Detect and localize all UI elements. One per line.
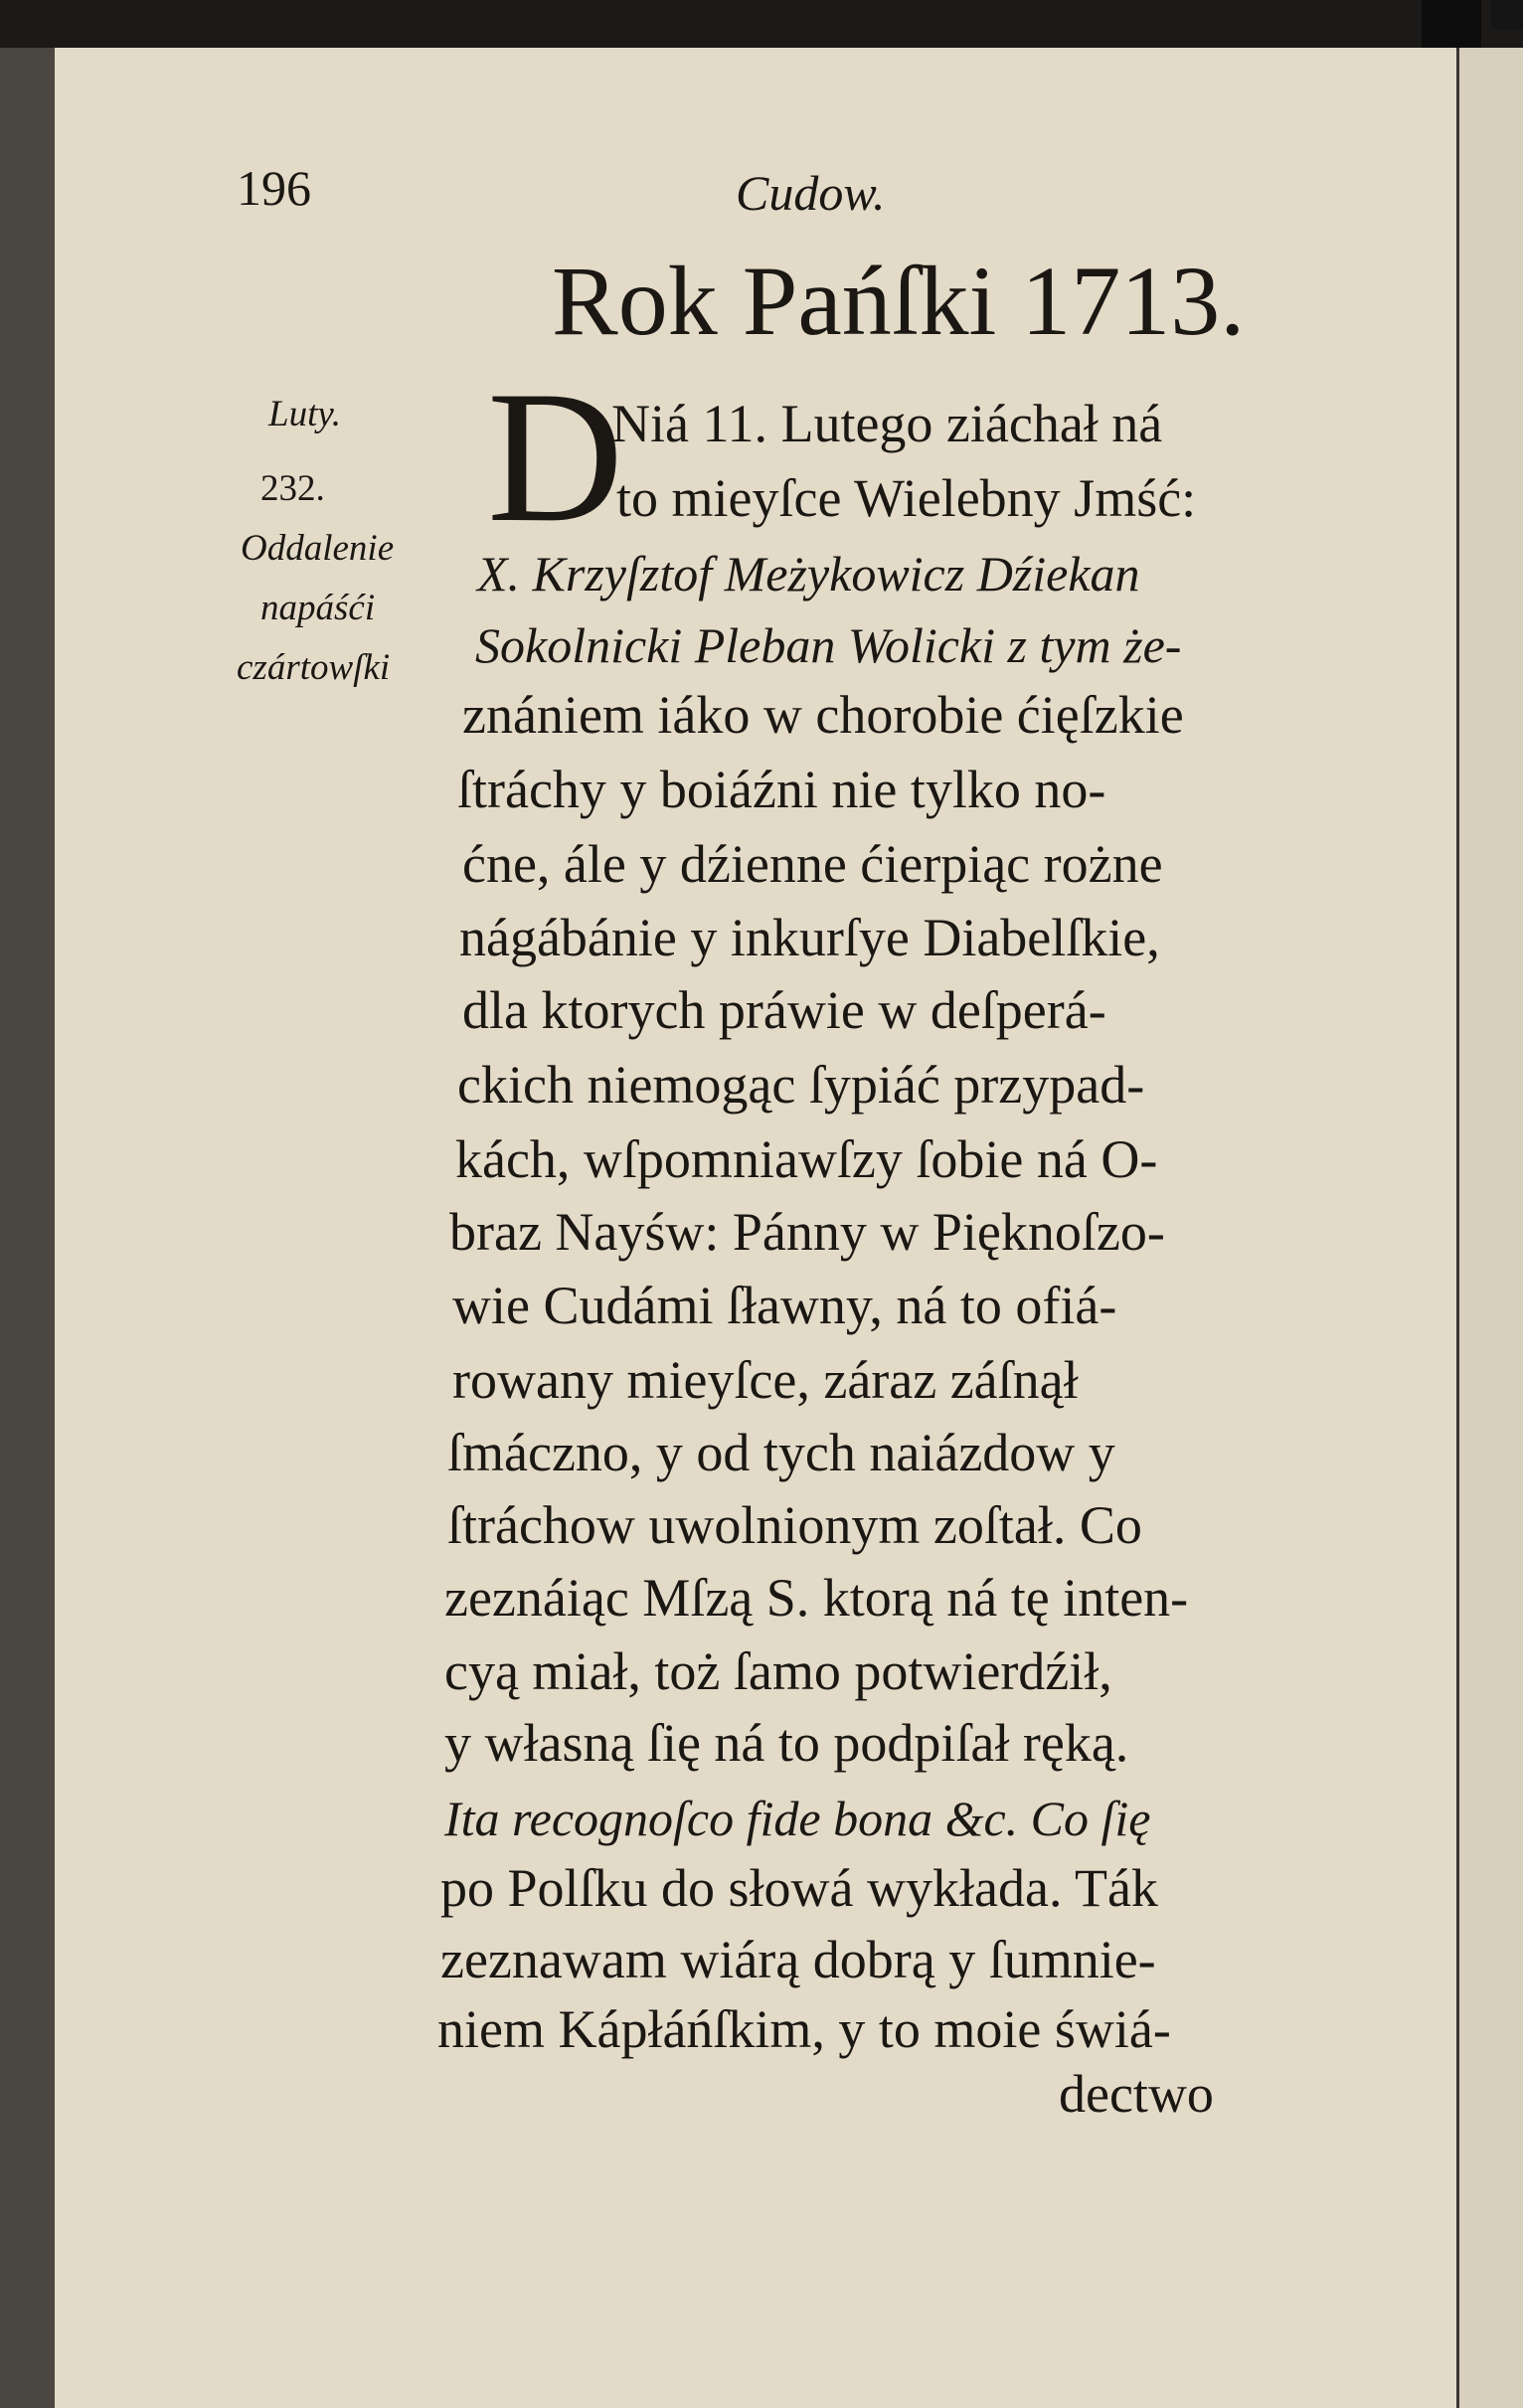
body-line: to mieyſce Wielebny Jmść: xyxy=(616,468,1197,528)
body-line: wie Cudámi ſławny, ná to ofiá- xyxy=(452,1276,1117,1335)
body-line: nágábánie y inkurſye Diabelſkie, xyxy=(459,908,1160,967)
body-line: y własną ſię ná to podpiſał ręką. xyxy=(444,1713,1129,1773)
body-line: ſtráchy y boiáźni nie tylko no- xyxy=(457,760,1106,819)
body-line: zeznáiąc Mſzą S. ktorą ná tę inten- xyxy=(444,1568,1189,1628)
body-line: X. Krzyſztof Meżykowicz Dźiekan xyxy=(477,546,1140,602)
margin-note-month: Luty. xyxy=(268,394,341,434)
running-title: Cudow. xyxy=(736,165,886,221)
body-line: dla ktorych práwie w deſperá- xyxy=(462,980,1106,1040)
body-line: Ita recognoſco fide bona &c. Co ſię xyxy=(444,1791,1151,1846)
body-line: zeznawam wiárą dobrą y ſumnie- xyxy=(440,1930,1156,1989)
margin-note-line-1: Oddalenie xyxy=(241,528,395,569)
page-heading: Rok Pańſki 1713. xyxy=(552,246,1246,356)
body-line: rowany mieyſce, záraz záſnął xyxy=(452,1350,1079,1410)
drop-cap: D xyxy=(487,353,624,562)
body-line: ckich niemogąc ſypiáć przypad- xyxy=(457,1055,1145,1115)
body-line: znániem iáko w chorobie ćięſzkie xyxy=(462,685,1184,745)
scanner-clip-small xyxy=(1491,0,1523,30)
body-line: po Polſku do słowá wykłada. Ták xyxy=(440,1858,1158,1918)
body-line: niem Kápłáńſkim, y to moie świá- xyxy=(437,1999,1171,2059)
margin-note-line-3: czártowſki xyxy=(237,647,391,688)
body-line: cyą miał, toż ſamo potwierdźił, xyxy=(444,1641,1112,1701)
adjacent-page-edge xyxy=(1456,48,1523,2408)
body-line: Niá 11. Lutego ziáchał ná xyxy=(611,394,1163,453)
body-line: Sokolnicki Pleban Wolicki z tym że- xyxy=(475,617,1182,673)
margin-note-line-2: napáśći xyxy=(260,588,376,628)
body-line: braz Nayśw: Pánny w Pięknoſzo- xyxy=(449,1202,1165,1262)
scanner-top-edge xyxy=(0,0,1523,48)
margin-note-number: 232. xyxy=(260,468,325,509)
catchword: dectwo xyxy=(1059,2064,1214,2124)
body-line: ſmáczno, y od tych naiázdow y xyxy=(447,1423,1115,1482)
page-number: 196 xyxy=(237,160,311,216)
body-line: kách, wſpomniawſzy ſobie ná O- xyxy=(455,1129,1158,1189)
body-line: ſtráchow uwolnionym zoſtał. Co xyxy=(447,1495,1142,1555)
body-line: ćne, ále y dźienne ćierpiąc rożne xyxy=(462,834,1163,894)
